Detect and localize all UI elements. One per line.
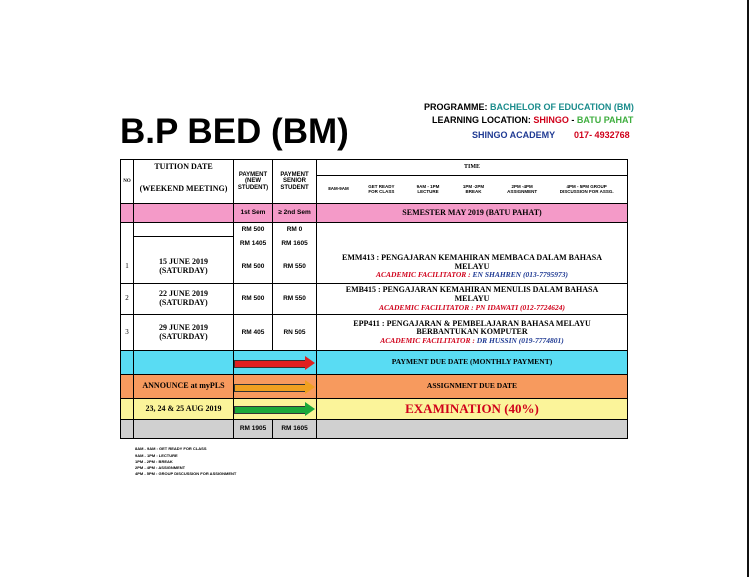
session-date-cell-3	[134, 315, 234, 351]
session-course-2: EMB415 : PENGAJARAN KEMAHIRAN MENULIS DALAM BAHASA MELAYU	[345, 285, 599, 303]
session-date-cell-1	[134, 251, 234, 284]
session-date-2: 22 JUNE 2019	[159, 289, 208, 299]
facilitator-label-2: ACADEMIC FACILITATOR :	[378, 302, 474, 312]
facilitator-3: DR HUSSIN (019-7774801)	[476, 336, 564, 346]
payment-due-row	[121, 351, 628, 375]
total-senior: RM 1605	[273, 420, 317, 439]
arrow-right-icon	[234, 381, 316, 393]
session-row-1	[121, 251, 628, 284]
total-new: RM 1905	[234, 420, 273, 439]
time-slot-2: GET READY FOR CLASS	[368, 183, 395, 194]
arrow-shaft-1	[234, 360, 307, 368]
header-weekend: (WEEKEND MEETING)	[134, 176, 234, 204]
facilitator-label-1: ACADEMIC FACILITATOR :	[376, 270, 471, 280]
location-shingo: SHINGO	[533, 115, 569, 125]
assignment-due-label: ASSIGNMENT DUE DATE	[317, 375, 628, 399]
arrow-cell-3	[234, 399, 317, 420]
facilitator-2: PN IDAWATI (012-7724624)	[475, 302, 566, 312]
arrow-head-2	[305, 380, 315, 394]
programme-line	[424, 102, 634, 112]
header-no: NO	[121, 160, 134, 204]
facilitator-1: EN SHAHREN (013-7795973)	[472, 270, 568, 280]
fee-new-2: RM 1405	[234, 237, 273, 251]
status-left-2: ANNOUNCE at myPLS	[134, 375, 234, 399]
exam-label: EXAMINATION (40%)	[317, 399, 628, 420]
session-no-2: 2	[121, 284, 134, 315]
session-course-3: EPP411 : PENGAJARAN & PEMBELAJARAN BAHASA MELAYU BERBANTUKAN KOMPUTER	[353, 318, 591, 337]
time-slots	[317, 176, 628, 204]
legend-item-3: 1PM - 2PM : BREAK	[135, 459, 173, 464]
payment-due-label: PAYMENT DUE DATE (MONTHLY PAYMENT)	[317, 351, 628, 375]
session-row-2	[121, 284, 628, 315]
legend-item-2: 9AM - 1PM : LECTURE	[135, 453, 178, 458]
session-course-1: EMM413 : PENGAJARAN KEMAHIRAN MEMBACA DALAM BAHASA MELAYU	[342, 252, 602, 271]
session-new-1: RM 500	[234, 251, 273, 284]
header-time: TIME	[317, 160, 628, 176]
session-day-2: (SATURDAY)	[159, 298, 208, 307]
session-course-cell-3	[317, 315, 628, 351]
academy-name: SHINGO ACADEMY	[472, 130, 556, 140]
location-sep: -	[571, 115, 575, 125]
session-new-2: RM 500	[234, 284, 273, 315]
status-left-1	[134, 351, 234, 375]
header-payment-senior: PAYMENT SENIOR STUDENT	[273, 160, 317, 204]
semester-row	[121, 204, 628, 223]
arrow-right-icon	[234, 357, 316, 369]
session-no-1: 1	[121, 251, 134, 284]
sem-new: 1st Sem	[234, 204, 273, 223]
session-row-3	[121, 315, 628, 351]
arrow-shaft-2	[234, 384, 307, 392]
time-slot-3: 9AM - 1PM LECTURE	[416, 183, 440, 194]
time-slot-1: 8AM-9AM	[328, 186, 349, 192]
arrow-right-icon	[234, 403, 316, 415]
location-town: BATU PAHAT	[576, 115, 634, 125]
session-senior-2: RM 550	[273, 284, 317, 315]
academy-line	[472, 130, 630, 140]
legend-item-5: 4PM - 5PM : GROUP DISCUSSION FOR ASSIGNMENT	[135, 471, 237, 476]
exam-row	[121, 399, 628, 420]
session-day-1: (SATURDAY)	[159, 265, 208, 275]
header-row-1	[121, 160, 628, 176]
fee-senior-2: RM 1605	[273, 237, 317, 251]
fee-new-1: RM 500	[234, 223, 273, 237]
page-title: B.P BED (BM)	[120, 112, 349, 151]
session-no-3: 3	[121, 315, 134, 351]
session-new-3: RM 405	[234, 315, 273, 351]
header-row-2	[121, 176, 628, 204]
fee-row-1	[121, 223, 628, 237]
header-payment-new: PAYMENT (NEW STUDENT)	[234, 160, 273, 204]
programme-value: BACHELOR OF EDUCATION (BM)	[490, 102, 634, 112]
sem-senior: ≥ 2nd Sem	[273, 204, 317, 223]
fee-senior-1: RM 0	[273, 223, 317, 237]
header-tuition-date: TUITION DATE	[134, 160, 234, 176]
arrow-head-3	[305, 402, 315, 416]
page-right-border	[747, 0, 749, 577]
fee-row-2	[121, 237, 628, 251]
time-slot-5: 2PM -4PM ASSIGNMENT	[507, 183, 538, 194]
arrow-cell-1	[234, 351, 317, 375]
schedule-table	[120, 159, 628, 439]
session-date-cell-2	[134, 284, 234, 315]
legend-item-1: 8AM - 9AM : GET READY FOR CLASS	[135, 446, 207, 451]
arrow-shaft-3	[234, 406, 307, 414]
status-left-3: 23, 24 & 25 AUG 2019	[134, 399, 234, 420]
semester-label: SEMESTER MAY 2019 (BATU PAHAT)	[317, 204, 628, 223]
totals-row	[121, 420, 628, 439]
session-course-cell-1	[317, 251, 628, 284]
location-line	[432, 115, 633, 125]
location-label: LEARNING LOCATION:	[432, 115, 531, 125]
session-day-3: (SATURDAY)	[159, 331, 208, 341]
time-slot-6: 4PM - 5PM GROUP DISCUSSION FOR ASSG.	[559, 183, 614, 194]
legend-item-4: 2PM - 4PM : ASSIGNMENT	[135, 465, 186, 470]
session-date-1: 15 JUNE 2019	[159, 256, 208, 266]
programme-label: PROGRAMME:	[424, 102, 488, 112]
session-date-3: 29 JUNE 2019	[159, 322, 208, 332]
facilitator-label-3: ACADEMIC FACILITATOR :	[380, 336, 475, 346]
session-course-cell-2	[317, 284, 628, 315]
assignment-due-row	[121, 375, 628, 399]
time-slot-4: 1PM -2PM BREAK	[462, 183, 485, 194]
arrow-cell-2	[234, 375, 317, 399]
arrow-head-1	[305, 356, 315, 370]
session-senior-3: RN 505	[273, 315, 317, 351]
session-senior-1: RM 550	[273, 251, 317, 284]
academy-phone: 017- 4932768	[574, 130, 630, 140]
